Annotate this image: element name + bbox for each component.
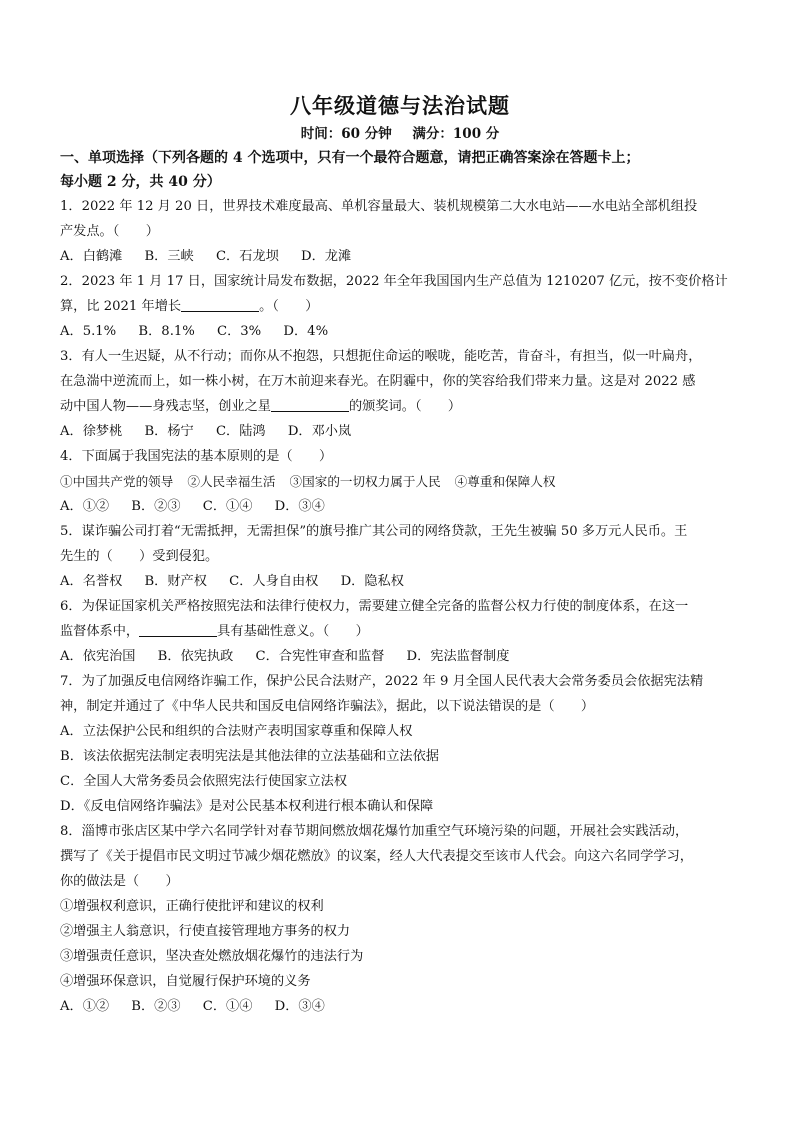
question-text: 6．为保证国家机关严格按照宪法和法律行使权力，需要建立健全完备的监督公权力行使的制度体系，在这一 <box>60 599 689 614</box>
statement-4: ④尊重和保障人权 <box>454 474 556 489</box>
option-d: D．4% <box>283 324 329 339</box>
option-d: D．宪法监督制度 <box>406 649 510 664</box>
question-6 <box>60 594 740 669</box>
option-c: C．石龙坝 <box>215 249 279 264</box>
question-options <box>60 644 740 669</box>
question-options <box>60 244 740 269</box>
option-a: A．①② <box>60 999 110 1014</box>
question-text: 撰写了《关于提倡市民文明过节减少烟花燃放》的议案，经人大代表提交至该市人代会。向这六名同学学习， <box>60 849 693 864</box>
statement-1: ①增强权利意识，正确行使批评和建议的权利 <box>60 899 324 914</box>
option-d: D．邓小岚 <box>287 424 352 439</box>
question-text-part: 动中国人物——身残志坚，创业之星 <box>60 399 271 414</box>
question-statements <box>60 469 740 494</box>
option-b: B．财产权 <box>144 574 207 589</box>
answer-blank <box>181 297 259 312</box>
option-a: A．①② <box>60 499 110 514</box>
question-5 <box>60 519 740 594</box>
answer-blank <box>139 622 217 637</box>
question-options <box>60 994 740 1019</box>
question-text <box>60 619 740 644</box>
statement-2: ②人民幸福生活 <box>187 474 276 489</box>
option-c: C．全国人大常务委员会依照宪法行使国家立法权 <box>60 774 348 789</box>
statement-3: ③国家的一切权力属于人民 <box>289 474 441 489</box>
question-text-part: 。（ ） <box>259 299 319 314</box>
question-text: 你的做法是（ ） <box>60 874 179 889</box>
question-text-part: 具有基础性意义。（ ） <box>217 624 369 639</box>
question-text: 产发点。（ ） <box>60 224 159 239</box>
option-c: C．人身自由权 <box>229 574 319 589</box>
section-heading <box>60 146 740 194</box>
question-text: 2．2023 年 1 月 17 日，国家统计局发布数据，2022 年全年我国国内生产总值为 1210207 亿元，按不变价格计 <box>60 274 728 289</box>
question-text: 3．有人一生迟疑，从不行动；而你从不抱怨，只想扼住命运的喉咙，能吃苦，肯奋斗，有担当，似一叶扁舟， <box>60 349 702 364</box>
exam-meta <box>60 124 740 144</box>
question-2 <box>60 269 740 344</box>
exam-score: 满分：100 分 <box>412 126 500 142</box>
question-text: 8．淄博市张店区某中学六名同学针对春节期间燃放烟花爆竹加重空气环境污染的问题，开展社会实践活动， <box>60 824 689 839</box>
question-text: 神，制定并通过了《中华人民共和国反电信网络诈骗法》，据此，以下说法错误的是（ ） <box>60 699 595 714</box>
option-d: D．隐私权 <box>340 574 404 589</box>
question-options <box>60 319 740 344</box>
question-text-part: 算，比 2021 年增长 <box>60 299 182 314</box>
question-text: 1．2022 年 12 月 20 日，世界技术难度最高、单机容量最大、装机规模第二大水电站——水电站全部机组投 <box>60 199 698 214</box>
option-c: C．①④ <box>202 499 253 514</box>
option-c: C．①④ <box>202 999 253 1014</box>
option-c: C．3% <box>217 324 262 339</box>
question-4 <box>60 444 740 519</box>
option-a: A．白鹤滩 <box>60 249 123 264</box>
option-c: C．陆鸿 <box>215 424 266 439</box>
question-options <box>60 419 740 444</box>
exam-page <box>60 92 740 1019</box>
question-options <box>60 569 740 594</box>
question-7 <box>60 669 740 819</box>
option-b: B．②③ <box>131 499 181 514</box>
option-a: A．依宪治国 <box>60 649 136 664</box>
option-b: B．依宪执政 <box>157 649 234 664</box>
option-a: A．5.1% <box>60 324 117 339</box>
question-text <box>60 294 740 319</box>
exam-time: 时间：60 分钟 <box>300 126 392 142</box>
statement-3: ③增强责任意识，坚决查处燃放烟花爆竹的违法行为 <box>60 949 364 964</box>
question-text: 4．下面属于我国宪法的基本原则的是（ ） <box>60 449 333 464</box>
statement-1: ①中国共产党的领导 <box>60 474 174 489</box>
question-text: 在急湍中逆流而上，如一株小树，在万木前迎来春光。在阴霾中，你的笑容给我们带来力量。这是对 2022 感 <box>60 374 696 389</box>
option-b: B．三峡 <box>144 249 194 264</box>
question-text-part: 的颁奖词。（ ） <box>349 399 462 414</box>
question-8 <box>60 819 740 1019</box>
page-title: 八年级道德与法治试题 <box>290 93 510 118</box>
option-b: B．该法依据宪法制定表明宪法是其他法律的立法基础和立法依据 <box>60 749 439 764</box>
question-3 <box>60 344 740 444</box>
question-text: 7．为了加强反电信网络诈骗工作，保护公民合法财产，2022 年 9 月全国人民代表大会常务委员会依据宪法精 <box>60 674 704 689</box>
option-d: D．③④ <box>274 499 325 514</box>
option-d: D．龙滩 <box>301 249 352 264</box>
option-c: C．合宪性审查和监督 <box>255 649 385 664</box>
question-text: 先生的（ ）受到侵犯。 <box>60 549 219 564</box>
question-text <box>60 394 740 419</box>
question-options <box>60 494 740 519</box>
statement-2: ②增强主人翁意识，行使直接管理地方事务的权力 <box>60 924 351 939</box>
answer-blank <box>271 397 349 412</box>
section-heading-line1: 一、单项选择（下列各题的 4 个选项中，只有一个最符合题意，请把正确答案涂在答题卡上； <box>60 150 640 166</box>
section-heading-line2: 每小题 2 分，共 40 分） <box>60 174 221 190</box>
option-b: B．②③ <box>131 999 181 1014</box>
question-text: 5．谋诈骗公司打着“无需抵押，无需担保”的旗号推广其公司的网络贷款，王先生被骗 50 多万元人民币。王 <box>60 524 688 539</box>
option-a: A．立法保护公民和组织的合法财产表明国家尊重和保障人权 <box>60 724 413 739</box>
statement-4: ④增强环保意识，自觉履行保护环境的义务 <box>60 974 311 989</box>
question-text-part: 监督体系中， <box>60 624 140 639</box>
option-b: B．杨宁 <box>144 424 194 439</box>
question-1 <box>60 194 740 269</box>
option-b: B．8.1% <box>138 324 195 339</box>
option-a: A．名誉权 <box>60 574 123 589</box>
option-d: D．③④ <box>274 999 325 1014</box>
option-d: D．《反电信网络诈骗法》是对公民基本权利进行根本确认和保障 <box>60 799 434 814</box>
option-a: A．徐梦桃 <box>60 424 123 439</box>
